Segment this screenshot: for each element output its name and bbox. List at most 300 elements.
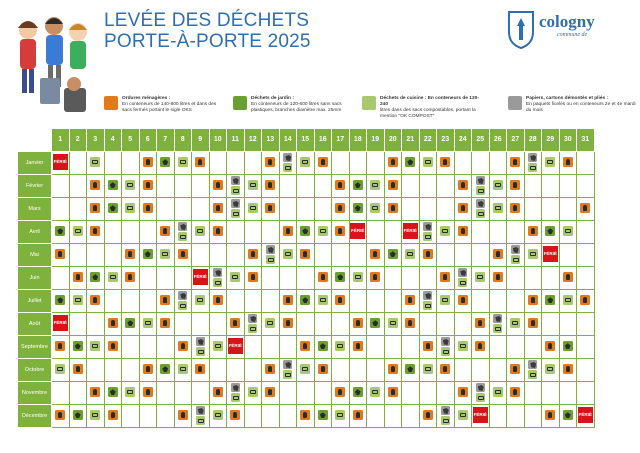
day-cell (349, 335, 367, 358)
kitchen-waste-icon (441, 347, 450, 356)
day-cell (314, 289, 332, 312)
day-cell (139, 404, 157, 427)
day-cell (542, 289, 560, 312)
garden-waste-icon (405, 157, 415, 167)
month-label: Décembre (18, 404, 52, 427)
household-waste-icon (353, 318, 363, 328)
day-header-6: 6 (139, 129, 157, 152)
day-cell (227, 243, 245, 266)
household-waste-icon (545, 410, 555, 420)
kitchen-waste-icon (160, 249, 170, 259)
day-cell (437, 220, 455, 243)
household-waste-icon (458, 387, 468, 397)
day-cell (279, 174, 297, 197)
day-cell (524, 335, 542, 358)
day-cell (52, 289, 70, 312)
household-waste-icon (388, 203, 398, 213)
paper-icon (508, 96, 522, 110)
day-cell (209, 289, 227, 312)
kitchen-waste-icon (73, 295, 83, 305)
day-cell (454, 243, 472, 266)
day-cell (314, 381, 332, 404)
day-cell (279, 220, 297, 243)
household-waste-icon (335, 295, 345, 305)
garden-waste-icon (563, 410, 573, 420)
household-waste-icon (178, 249, 188, 259)
day-cell (157, 266, 175, 289)
day-cell (139, 289, 157, 312)
commune-logo (507, 10, 599, 60)
day-cell (157, 381, 175, 404)
day-cell (104, 197, 122, 220)
calendar-table (17, 128, 595, 428)
day-cell (69, 358, 87, 381)
garden-waste-icon (73, 341, 83, 351)
day-cell (192, 174, 210, 197)
day-cell (244, 381, 262, 404)
household-waste-icon (370, 272, 380, 282)
day-cell (174, 197, 192, 220)
corner-cell (18, 129, 52, 152)
day-cell (279, 197, 297, 220)
garden-waste-icon (318, 341, 328, 351)
day-cell (419, 197, 437, 220)
day-cell (227, 289, 245, 312)
household-waste-icon (143, 157, 153, 167)
day-cell (139, 243, 157, 266)
day-cell (472, 220, 490, 243)
day-cell (69, 404, 87, 427)
legend-dc-text: litres dans des sacs compostables, portant la mention "OK COMPOST" (380, 108, 476, 119)
day-cell (174, 151, 192, 174)
day-cell (279, 151, 297, 174)
day-cell (419, 312, 437, 335)
household-waste-icon (318, 157, 328, 167)
month-row (18, 243, 595, 266)
day-cell (367, 312, 385, 335)
day-header-15: 15 (297, 129, 315, 152)
household-waste-icon (335, 203, 345, 213)
day-cell (384, 404, 402, 427)
kitchen-bin-icon (362, 96, 376, 110)
day-cell (69, 289, 87, 312)
day-cell (402, 404, 420, 427)
kitchen-waste-icon (213, 278, 222, 287)
day-cell (542, 312, 560, 335)
day-cell (472, 404, 490, 427)
month-label: Mai (18, 243, 52, 266)
day-cell (69, 381, 87, 404)
month-label: Août (18, 312, 52, 335)
calendar-grid (17, 128, 595, 428)
kitchen-waste-icon (266, 255, 275, 264)
day-cell (279, 381, 297, 404)
day-cell (244, 289, 262, 312)
day-cell (524, 289, 542, 312)
day-cell (69, 197, 87, 220)
day-cell (192, 381, 210, 404)
household-waste-icon (90, 180, 100, 190)
legend-dc-label: Déchets de cuisine : En conteneurs de 120-240 (380, 96, 479, 107)
day-cell (174, 243, 192, 266)
day-cell (454, 358, 472, 381)
day-cell (349, 312, 367, 335)
household-waste-icon (510, 387, 520, 397)
day-cell (122, 220, 140, 243)
day-cell (419, 243, 437, 266)
day-cell (104, 289, 122, 312)
paper-waste-icon (231, 199, 240, 208)
household-waste-icon (405, 295, 415, 305)
day-cell (402, 335, 420, 358)
day-cell (489, 404, 507, 427)
day-cell (507, 220, 525, 243)
household-waste-icon (510, 180, 520, 190)
day-cell (367, 197, 385, 220)
day-cell (297, 197, 315, 220)
day-cell (174, 312, 192, 335)
household-waste-icon (458, 295, 468, 305)
day-cell (122, 174, 140, 197)
day-cell (454, 289, 472, 312)
day-cell (122, 266, 140, 289)
shield-icon (507, 10, 535, 50)
day-cell (524, 312, 542, 335)
month-row (18, 335, 595, 358)
day-cell (402, 197, 420, 220)
household-waste-icon (265, 157, 275, 167)
kitchen-waste-icon (370, 203, 380, 213)
day-cell (122, 243, 140, 266)
day-header-27: 27 (507, 129, 525, 152)
day-cell (524, 174, 542, 197)
household-waste-icon (493, 272, 503, 282)
day-header-2: 2 (69, 129, 87, 152)
day-cell (542, 358, 560, 381)
day-cell (419, 289, 437, 312)
logo-name: cologny (539, 12, 595, 31)
month-label: Juillet (18, 289, 52, 312)
day-cell (559, 358, 577, 381)
day-cell (69, 266, 87, 289)
household-waste-icon (388, 364, 398, 374)
day-cell (577, 220, 595, 243)
day-cell (559, 243, 577, 266)
garden-waste-icon (405, 364, 415, 374)
household-waste-icon (195, 157, 205, 167)
day-cell (524, 197, 542, 220)
day-cell (332, 335, 350, 358)
day-cell (174, 335, 192, 358)
day-cell (87, 404, 105, 427)
day-cell (87, 266, 105, 289)
day-cell (314, 220, 332, 243)
day-cell (297, 312, 315, 335)
day-cell (559, 151, 577, 174)
day-cell (279, 358, 297, 381)
day-cell (507, 381, 525, 404)
day-cell (437, 289, 455, 312)
household-waste-icon (388, 157, 398, 167)
day-cell (262, 151, 280, 174)
day-cell (244, 243, 262, 266)
kitchen-waste-icon (370, 180, 380, 190)
paper-waste-icon (231, 176, 240, 185)
day-cell (262, 381, 280, 404)
paper-waste-icon (196, 337, 205, 346)
garden-waste-icon (90, 272, 100, 282)
day-cell (174, 358, 192, 381)
household-waste-icon (580, 295, 590, 305)
day-cell (367, 381, 385, 404)
paper-waste-icon (196, 406, 205, 415)
day-cell (507, 266, 525, 289)
day-cell (349, 243, 367, 266)
day-cell (157, 312, 175, 335)
children-illustration (10, 8, 96, 118)
household-waste-icon (563, 364, 573, 374)
kitchen-waste-icon (475, 272, 485, 282)
day-cell (227, 151, 245, 174)
day-cell (157, 197, 175, 220)
kitchen-waste-icon (335, 410, 345, 420)
day-cell (52, 312, 70, 335)
kitchen-waste-icon (318, 226, 328, 236)
household-waste-icon (318, 364, 328, 374)
day-cell (524, 266, 542, 289)
day-cell (209, 404, 227, 427)
day-header-14: 14 (279, 129, 297, 152)
day-cell (87, 335, 105, 358)
day-cell (139, 312, 157, 335)
day-cell (209, 266, 227, 289)
day-cell (489, 174, 507, 197)
day-header-10: 10 (209, 129, 227, 152)
kitchen-waste-icon (300, 157, 310, 167)
day-cell (157, 358, 175, 381)
day-cell (489, 151, 507, 174)
household-waste-icon (73, 272, 83, 282)
kitchen-waste-icon (178, 157, 188, 167)
day-cell (87, 151, 105, 174)
household-waste-icon (510, 364, 520, 374)
household-waste-icon (580, 203, 590, 213)
kitchen-waste-icon (283, 249, 293, 259)
day-cell (577, 358, 595, 381)
day-cell (454, 174, 472, 197)
day-cell (454, 220, 472, 243)
kitchen-waste-icon (493, 387, 503, 397)
day-cell (209, 151, 227, 174)
day-cell (52, 404, 70, 427)
day-cell (489, 266, 507, 289)
kitchen-waste-icon (125, 387, 135, 397)
household-waste-icon (283, 318, 293, 328)
month-row (18, 404, 595, 427)
day-cell (384, 197, 402, 220)
day-header-25: 25 (472, 129, 490, 152)
day-cell (192, 220, 210, 243)
kitchen-waste-icon (458, 278, 467, 287)
day-cell (437, 243, 455, 266)
legend-dj-label: Déchets de jardin : (251, 96, 294, 101)
day-cell (314, 266, 332, 289)
day-cell (209, 220, 227, 243)
day-cell (157, 404, 175, 427)
day-cell (227, 174, 245, 197)
garden-waste-icon (73, 410, 83, 420)
day-cell (332, 220, 350, 243)
day-cell (454, 335, 472, 358)
day-cell (332, 312, 350, 335)
day-cell (367, 174, 385, 197)
day-cell (577, 312, 595, 335)
kitchen-waste-icon (493, 203, 503, 213)
day-cell (524, 381, 542, 404)
month-label: Novembre (18, 381, 52, 404)
day-cell (524, 220, 542, 243)
day-cell (384, 266, 402, 289)
day-cell (262, 266, 280, 289)
legend-om-text: En conteneurs de 140-800 litres et dans des sacs fermés portant le sigle OKS (122, 102, 217, 113)
day-cell (489, 243, 507, 266)
holiday-badge: FÉRIÉ (53, 315, 68, 331)
day-cell (524, 243, 542, 266)
day-cell (227, 381, 245, 404)
trash-bag-icon (104, 96, 118, 110)
day-cell (279, 243, 297, 266)
day-cell (384, 358, 402, 381)
household-waste-icon (213, 180, 223, 190)
paper-waste-icon (266, 245, 275, 254)
day-cell (279, 289, 297, 312)
day-cell (104, 358, 122, 381)
day-cell (104, 312, 122, 335)
day-header-5: 5 (122, 129, 140, 152)
day-cell (69, 220, 87, 243)
day-cell (524, 151, 542, 174)
day-cell (69, 151, 87, 174)
garden-waste-icon (318, 410, 328, 420)
day-cell (367, 151, 385, 174)
day-cell (559, 381, 577, 404)
garden-waste-icon (353, 387, 363, 397)
household-waste-icon (510, 203, 520, 213)
kitchen-waste-icon (423, 364, 433, 374)
day-cell (87, 312, 105, 335)
kitchen-waste-icon (283, 370, 292, 379)
day-cell (192, 289, 210, 312)
day-cell (419, 358, 437, 381)
kitchen-waste-icon (283, 163, 292, 172)
day-cell (349, 289, 367, 312)
day-header-29: 29 (542, 129, 560, 152)
household-waste-icon (195, 364, 205, 374)
day-cell (87, 289, 105, 312)
kitchen-waste-icon (90, 410, 100, 420)
day-cell (419, 174, 437, 197)
kitchen-waste-icon (335, 341, 345, 351)
holiday-badge: FÉRIÉ (578, 407, 593, 423)
day-cell (262, 174, 280, 197)
garden-waste-icon (545, 295, 555, 305)
household-waste-icon (528, 226, 538, 236)
kitchen-waste-icon (528, 370, 537, 379)
household-waste-icon (248, 272, 258, 282)
day-cell (122, 197, 140, 220)
household-waste-icon (440, 157, 450, 167)
household-waste-icon (300, 410, 310, 420)
paper-waste-icon (423, 222, 432, 231)
household-waste-icon (388, 387, 398, 397)
day-cell (69, 335, 87, 358)
kitchen-waste-icon (230, 272, 240, 282)
day-cell (542, 381, 560, 404)
day-header-19: 19 (367, 129, 385, 152)
household-waste-icon (528, 295, 538, 305)
day-cell (297, 404, 315, 427)
day-cell (384, 335, 402, 358)
day-cell (437, 404, 455, 427)
kitchen-waste-icon (248, 324, 257, 333)
paper-waste-icon (511, 245, 520, 254)
day-cell (122, 289, 140, 312)
day-cell (367, 335, 385, 358)
kitchen-waste-icon (388, 318, 398, 328)
household-waste-icon (265, 180, 275, 190)
paper-waste-icon (213, 268, 222, 277)
holiday-badge: FÉRIÉ (228, 338, 243, 354)
day-cell (244, 312, 262, 335)
paper-waste-icon (528, 153, 537, 162)
day-cell (384, 220, 402, 243)
day-cell (279, 404, 297, 427)
household-waste-icon (160, 318, 170, 328)
day-cell (577, 151, 595, 174)
day-cell (174, 174, 192, 197)
household-waste-icon (143, 203, 153, 213)
kitchen-waste-icon (125, 203, 135, 213)
day-cell (52, 151, 70, 174)
day-cell (227, 312, 245, 335)
day-cell (489, 289, 507, 312)
day-header-13: 13 (262, 129, 280, 152)
kitchen-waste-icon (231, 393, 240, 402)
day-cell (244, 335, 262, 358)
paper-waste-icon (493, 314, 502, 323)
day-cell (227, 404, 245, 427)
day-cell (419, 381, 437, 404)
day-cell (139, 266, 157, 289)
day-cell (314, 335, 332, 358)
day-cell (559, 197, 577, 220)
day-cell (297, 289, 315, 312)
household-waste-icon (108, 341, 118, 351)
day-header-row (18, 129, 595, 152)
household-waste-icon (213, 295, 223, 305)
kitchen-waste-icon (178, 301, 187, 310)
month-row (18, 381, 595, 404)
household-waste-icon (545, 341, 555, 351)
garden-waste-icon (108, 203, 118, 213)
day-cell (489, 358, 507, 381)
kitchen-waste-icon (231, 186, 240, 195)
kitchen-waste-icon (545, 364, 555, 374)
household-waste-icon (90, 203, 100, 213)
household-waste-icon (458, 203, 468, 213)
day-cell (437, 358, 455, 381)
day-cell (384, 289, 402, 312)
